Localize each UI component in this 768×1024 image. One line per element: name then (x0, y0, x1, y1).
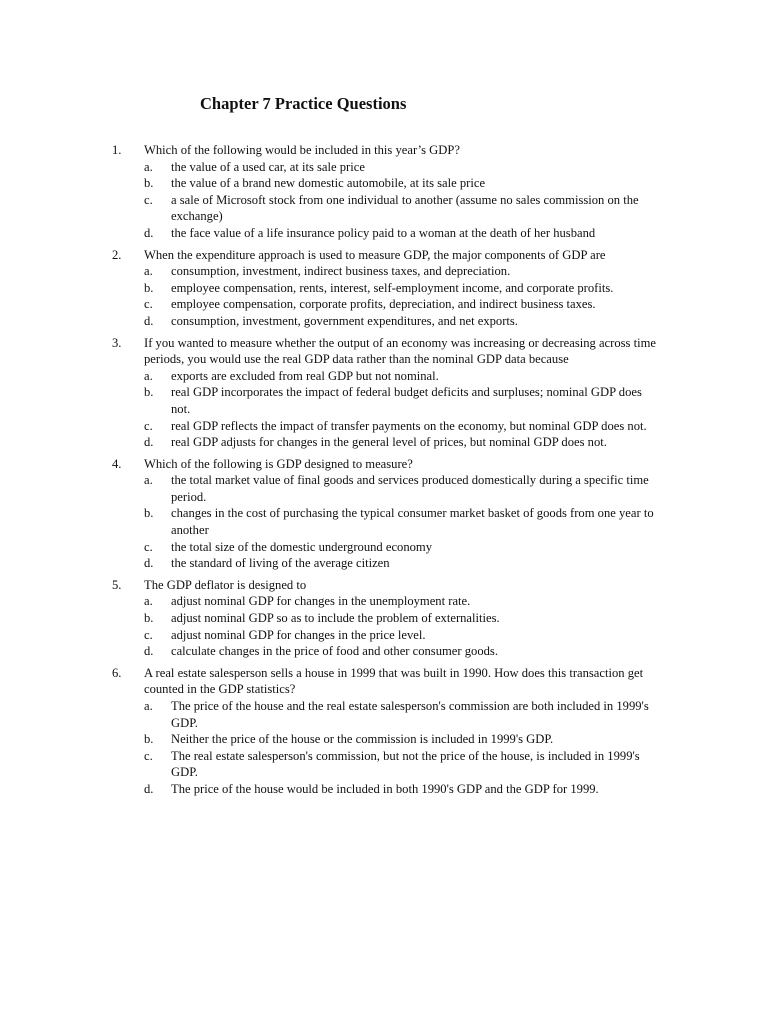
option-list (144, 159, 657, 242)
question-number: 4. (112, 456, 122, 471)
option-b (144, 610, 657, 627)
option-letter: b. (144, 176, 154, 191)
question-list (112, 142, 657, 803)
option-letter: b. (144, 611, 154, 626)
option-text: changes in the cost of purchasing the typical consumer market basket of goods from one year to another (171, 506, 654, 538)
question-text: Which of the following is GDP designed to measure? (144, 456, 413, 471)
option-letter: b. (144, 280, 154, 295)
option-c (144, 418, 657, 435)
option-b (144, 384, 657, 417)
option-c (144, 192, 657, 225)
option-d (144, 434, 657, 451)
page-title: Chapter 7 Practice Questions (200, 94, 407, 113)
option-letter: a. (144, 368, 153, 383)
option-text: The price of the house and the real estate salesperson's commission are both included in 1999's GDP. (171, 699, 649, 730)
option-letter: b. (144, 506, 154, 521)
option-c (144, 627, 657, 644)
option-text: Neither the price of the house or the commission is included in 1999's GDP. (171, 732, 554, 747)
option-d (144, 555, 657, 572)
option-text: employee compensation, corporate profits, depreciation, and indirect business taxes. (171, 297, 596, 312)
question-text: Which of the following would be included in this year’s GDP? (144, 143, 460, 157)
question-text: A real estate salesperson sells a house in 1999 that was built in 1990. How does this transaction get counted in the GDP statistics? (144, 665, 644, 697)
option-letter: d. (144, 313, 154, 328)
option-letter: a. (144, 473, 153, 488)
option-d (144, 643, 657, 660)
option-text: real GDP incorporates the impact of federal budget deficits and surpluses; nominal GDP does not. (171, 385, 642, 416)
option-text: adjust nominal GDP so as to include the problem of externalities. (171, 611, 500, 626)
option-text: the standard of living of the average citizen (171, 556, 390, 571)
option-d (144, 781, 657, 798)
option-list (144, 593, 657, 659)
option-text: adjust nominal GDP for changes in the unemployment rate. (171, 594, 471, 609)
option-a (144, 159, 657, 176)
option-letter: b. (144, 385, 154, 400)
question-4 (112, 456, 657, 572)
option-letter: b. (144, 732, 154, 747)
option-a (144, 698, 657, 731)
option-d (144, 313, 657, 330)
option-text: The real estate salesperson's commission, but not the price of the house, is included in 1999's GDP. (171, 748, 640, 780)
option-text: consumption, investment, indirect business taxes, and depreciation. (171, 264, 511, 279)
question-text: When the expenditure approach is used to measure GDP, the major components of GDP are (144, 247, 606, 262)
option-list (144, 472, 657, 572)
option-letter: d. (144, 225, 154, 240)
option-b (144, 175, 657, 192)
option-c (144, 539, 657, 556)
option-letter: a. (144, 699, 153, 713)
question-3 (112, 335, 657, 451)
question-text: If you wanted to measure whether the output of an economy was increasing or decreasing across time periods, you would use the real GDP data rather than the nominal GDP data because (144, 335, 656, 367)
option-letter: c. (144, 192, 153, 207)
option-b (144, 505, 657, 538)
question-number: 2. (112, 247, 122, 262)
option-letter: c. (144, 539, 153, 554)
option-a (144, 472, 657, 505)
option-letter: a. (144, 159, 153, 174)
option-letter: d. (144, 556, 154, 571)
option-text: a sale of Microsoft stock from one individual to another (assume no sales commission on the exchange) (171, 192, 639, 224)
option-b (144, 280, 657, 297)
option-c (144, 296, 657, 313)
question-number: 3. (112, 335, 122, 350)
option-text: adjust nominal GDP for changes in the price level. (171, 627, 426, 642)
option-text: the total market value of final goods and services produced domestically during a specific time period. (171, 473, 649, 504)
option-text: real GDP reflects the impact of transfer payments on the economy, but nominal GDP does not. (171, 418, 647, 433)
option-text: employee compensation, rents, interest, self-employment income, and corporate profits. (171, 280, 614, 295)
option-text: the total size of the domestic underground economy (171, 539, 433, 554)
question-5 (112, 577, 657, 660)
option-letter: c. (144, 748, 153, 763)
option-text: the face value of a life insurance policy paid to a woman at the death of her husband (171, 225, 596, 240)
question-number: 5. (112, 577, 122, 592)
option-b (144, 731, 657, 748)
question-2 (112, 247, 657, 330)
option-c (144, 748, 657, 781)
question-1 (112, 142, 657, 242)
option-letter: c. (144, 418, 153, 433)
option-text: calculate changes in the price of food and other consumer goods. (171, 644, 498, 659)
option-text: the value of a brand new domestic automobile, at its sale price (171, 176, 486, 191)
option-list (144, 698, 657, 798)
option-text: consumption, investment, government expenditures, and net exports. (171, 313, 518, 328)
option-letter: d. (144, 781, 154, 796)
question-6 (112, 665, 657, 798)
option-text: real GDP adjusts for changes in the general level of prices, but nominal GDP does not. (171, 435, 607, 450)
option-letter: d. (144, 435, 154, 450)
option-text: The price of the house would be included in both 1990's GDP and the GDP for 1999. (171, 781, 599, 796)
option-d (144, 225, 657, 242)
option-letter: a. (144, 594, 153, 609)
option-letter: c. (144, 297, 153, 312)
question-number: 1. (112, 143, 122, 157)
option-letter: a. (144, 264, 153, 279)
question-number: 6. (112, 665, 122, 680)
option-text: the value of a used car, at its sale price (171, 159, 365, 174)
option-letter: d. (144, 644, 154, 659)
option-text: exports are excluded from real GDP but not nominal. (171, 368, 439, 383)
option-a (144, 368, 657, 385)
option-a (144, 593, 657, 610)
option-list (144, 263, 657, 329)
option-a (144, 263, 657, 280)
question-text: The GDP deflator is designed to (144, 577, 307, 592)
option-letter: c. (144, 627, 153, 642)
option-list (144, 368, 657, 451)
